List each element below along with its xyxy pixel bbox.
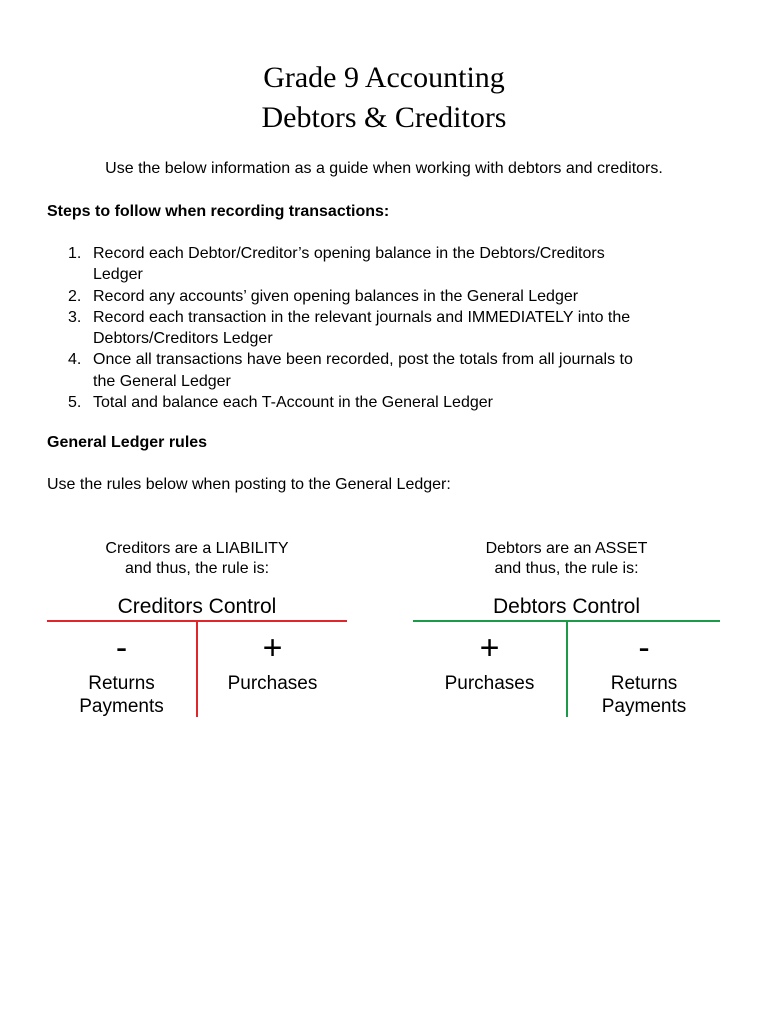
- step-number: 5.: [68, 394, 82, 412]
- creditors-debit-entries: [47, 672, 196, 718]
- debtors-credit-entries: [568, 672, 720, 718]
- step-item: [47, 307, 727, 350]
- creditors-caption-line: and thus, the rule is:: [124, 560, 270, 577]
- creditors-credit-entries: [198, 672, 347, 695]
- step-item: [47, 243, 727, 286]
- step-text-line: Once all transactions have been recorded, post the totals from all journals to: [93, 351, 633, 369]
- creditors-debit-sign: -: [115, 629, 128, 667]
- step-number: 4.: [68, 351, 82, 369]
- step-item: [47, 349, 727, 392]
- page-subtitle: Debtors & Creditors: [261, 101, 507, 134]
- step-text-line: Debtors/Creditors Ledger: [93, 330, 273, 348]
- creditors-credit-entry: Purchases: [227, 673, 318, 694]
- step-text-line: Ledger: [93, 266, 143, 284]
- steps-list: [47, 243, 727, 413]
- debtors-caption-line: Debtors are an ASSET: [485, 540, 648, 557]
- step-number: 3.: [68, 308, 82, 326]
- step-number: 1.: [68, 245, 82, 262]
- creditors-debit-entry: Returns: [88, 673, 155, 694]
- creditors-credit-sign: +: [262, 629, 283, 667]
- step-text-line: Total and balance each T-Account in the General Ledger: [93, 394, 493, 412]
- creditors-debit-entry: Payments: [79, 696, 164, 717]
- general-ledger-heading: General Ledger rules: [47, 434, 208, 451]
- debtors-credit-sign: -: [638, 629, 650, 667]
- step-item: [47, 286, 727, 307]
- debtors-caption-line: and thus, the rule is:: [494, 560, 639, 577]
- step-number: 2.: [68, 287, 82, 305]
- page-title: Grade 9 Accounting: [263, 61, 505, 94]
- steps-heading: Steps to follow when recording transactions:: [47, 203, 390, 220]
- debtors-credit-entry: Payments: [601, 696, 687, 717]
- step-text-line: Record each Debtor/Creditor’s opening balance in the Debtors/Creditors: [93, 245, 605, 262]
- step-text-line: Record each transaction in the relevant journals and IMMEDIATELY into the: [93, 308, 631, 326]
- step-item: [47, 392, 727, 413]
- intro-text: Use the below information as a guide when working with debtors and creditors.: [105, 160, 663, 177]
- debtors-control-title: Debtors Control: [492, 595, 641, 618]
- debtors-debit-entry: Purchases: [444, 673, 535, 694]
- creditors-control-title: Creditors Control: [117, 595, 277, 618]
- step-text-line: the General Ledger: [93, 372, 231, 390]
- step-text-line: Record any accounts’ given opening balances in the General Ledger: [93, 287, 579, 305]
- debtors-caption: [413, 539, 720, 579]
- debtors-debit-entries: [413, 672, 566, 695]
- debtors-credit-entry: Returns: [610, 673, 678, 694]
- creditors-caption-line: Creditors are a LIABILITY: [105, 540, 289, 557]
- creditors-caption: [47, 539, 347, 579]
- general-ledger-intro: Use the rules below when posting to the General Ledger:: [47, 476, 451, 493]
- debtors-debit-sign: +: [479, 629, 500, 667]
